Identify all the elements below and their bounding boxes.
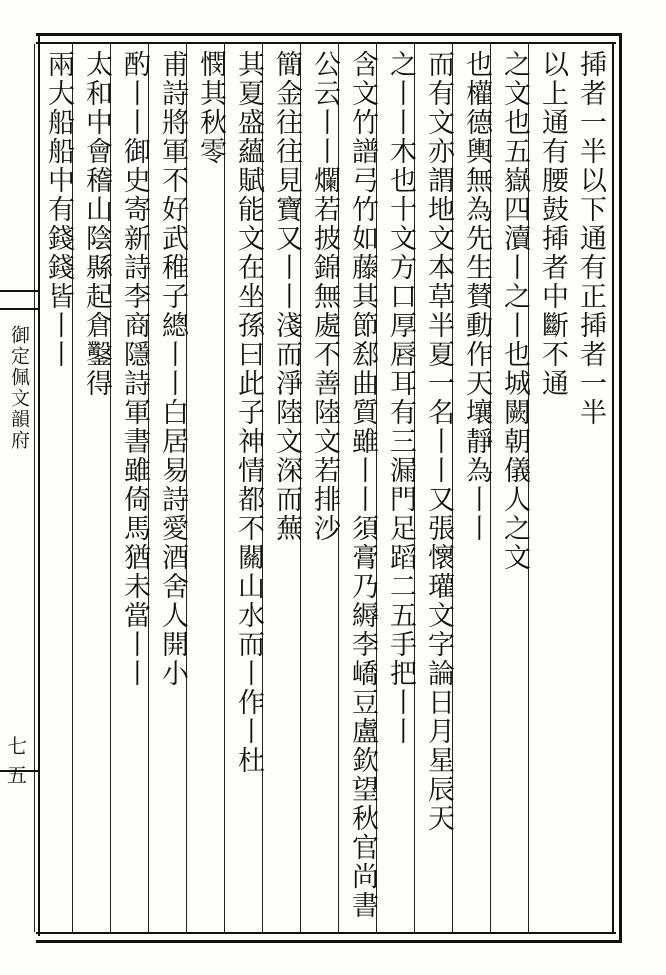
text-column-14: 太和中會稽山陰縣起倉鑿得 (72, 44, 118, 932)
text-column-2: 以上通有腰鼓揷者中斷不通 (528, 44, 574, 932)
frame-inner-bottom-rule (36, 932, 616, 934)
text-column-15: 兩大船船中有錢錢皆丨丨 (34, 44, 80, 932)
text-column-1: 揷者一半以下通有正揷者一半 (575, 50, 606, 427)
text-column-6: 之丨丨木也十文方口厚唇耳有三漏門足蹈二五手把丨丨 (376, 44, 422, 932)
text-column-13: 酌丨丨御史寄新詩李商隱詩軍書雖倚馬猶未當丨丨 (110, 44, 156, 932)
text-column-12: 甫詩將軍不好武稚子總丨丨白居易詩愛酒舍人開小 (148, 44, 194, 932)
margin-book-title: 御定佩文韻府 (8, 325, 30, 451)
text-column-4: 也權德輿無為先生賛動作天壤靜為丨丨 (452, 44, 498, 932)
margin-page-number: 七五 (7, 734, 27, 787)
text-columns (40, 44, 612, 932)
text-column-3: 之文也五嶽四瀆丨之丨也城闕朝儀人之文 (490, 44, 536, 932)
text-column-9: 簡金往往見寶又丨丨淺而淨陸文深而蕪 (262, 44, 308, 932)
text-column-8: 公云丨丨爛若披錦無處不善陸文若排沙 (300, 44, 346, 932)
frame-inner-right-rule (612, 42, 614, 934)
text-column-7: 含文竹譜弓竹如藤其節郄曲質雖丨丨須膏乃縟李嶠豆盧欽望秋官尚書 (338, 44, 384, 932)
margin-fishtail-top (0, 290, 38, 310)
text-column-10: 其夏盛蘊賦能文在坐孫曰此子神情都不關山水而丨作丨杜 (224, 44, 270, 932)
text-column-11: 憫其秋零 (186, 44, 232, 932)
text-column-5: 而有文亦謂地文本草半夏一名丨丨又張懷瓘文字論日月星辰天 (414, 44, 460, 932)
